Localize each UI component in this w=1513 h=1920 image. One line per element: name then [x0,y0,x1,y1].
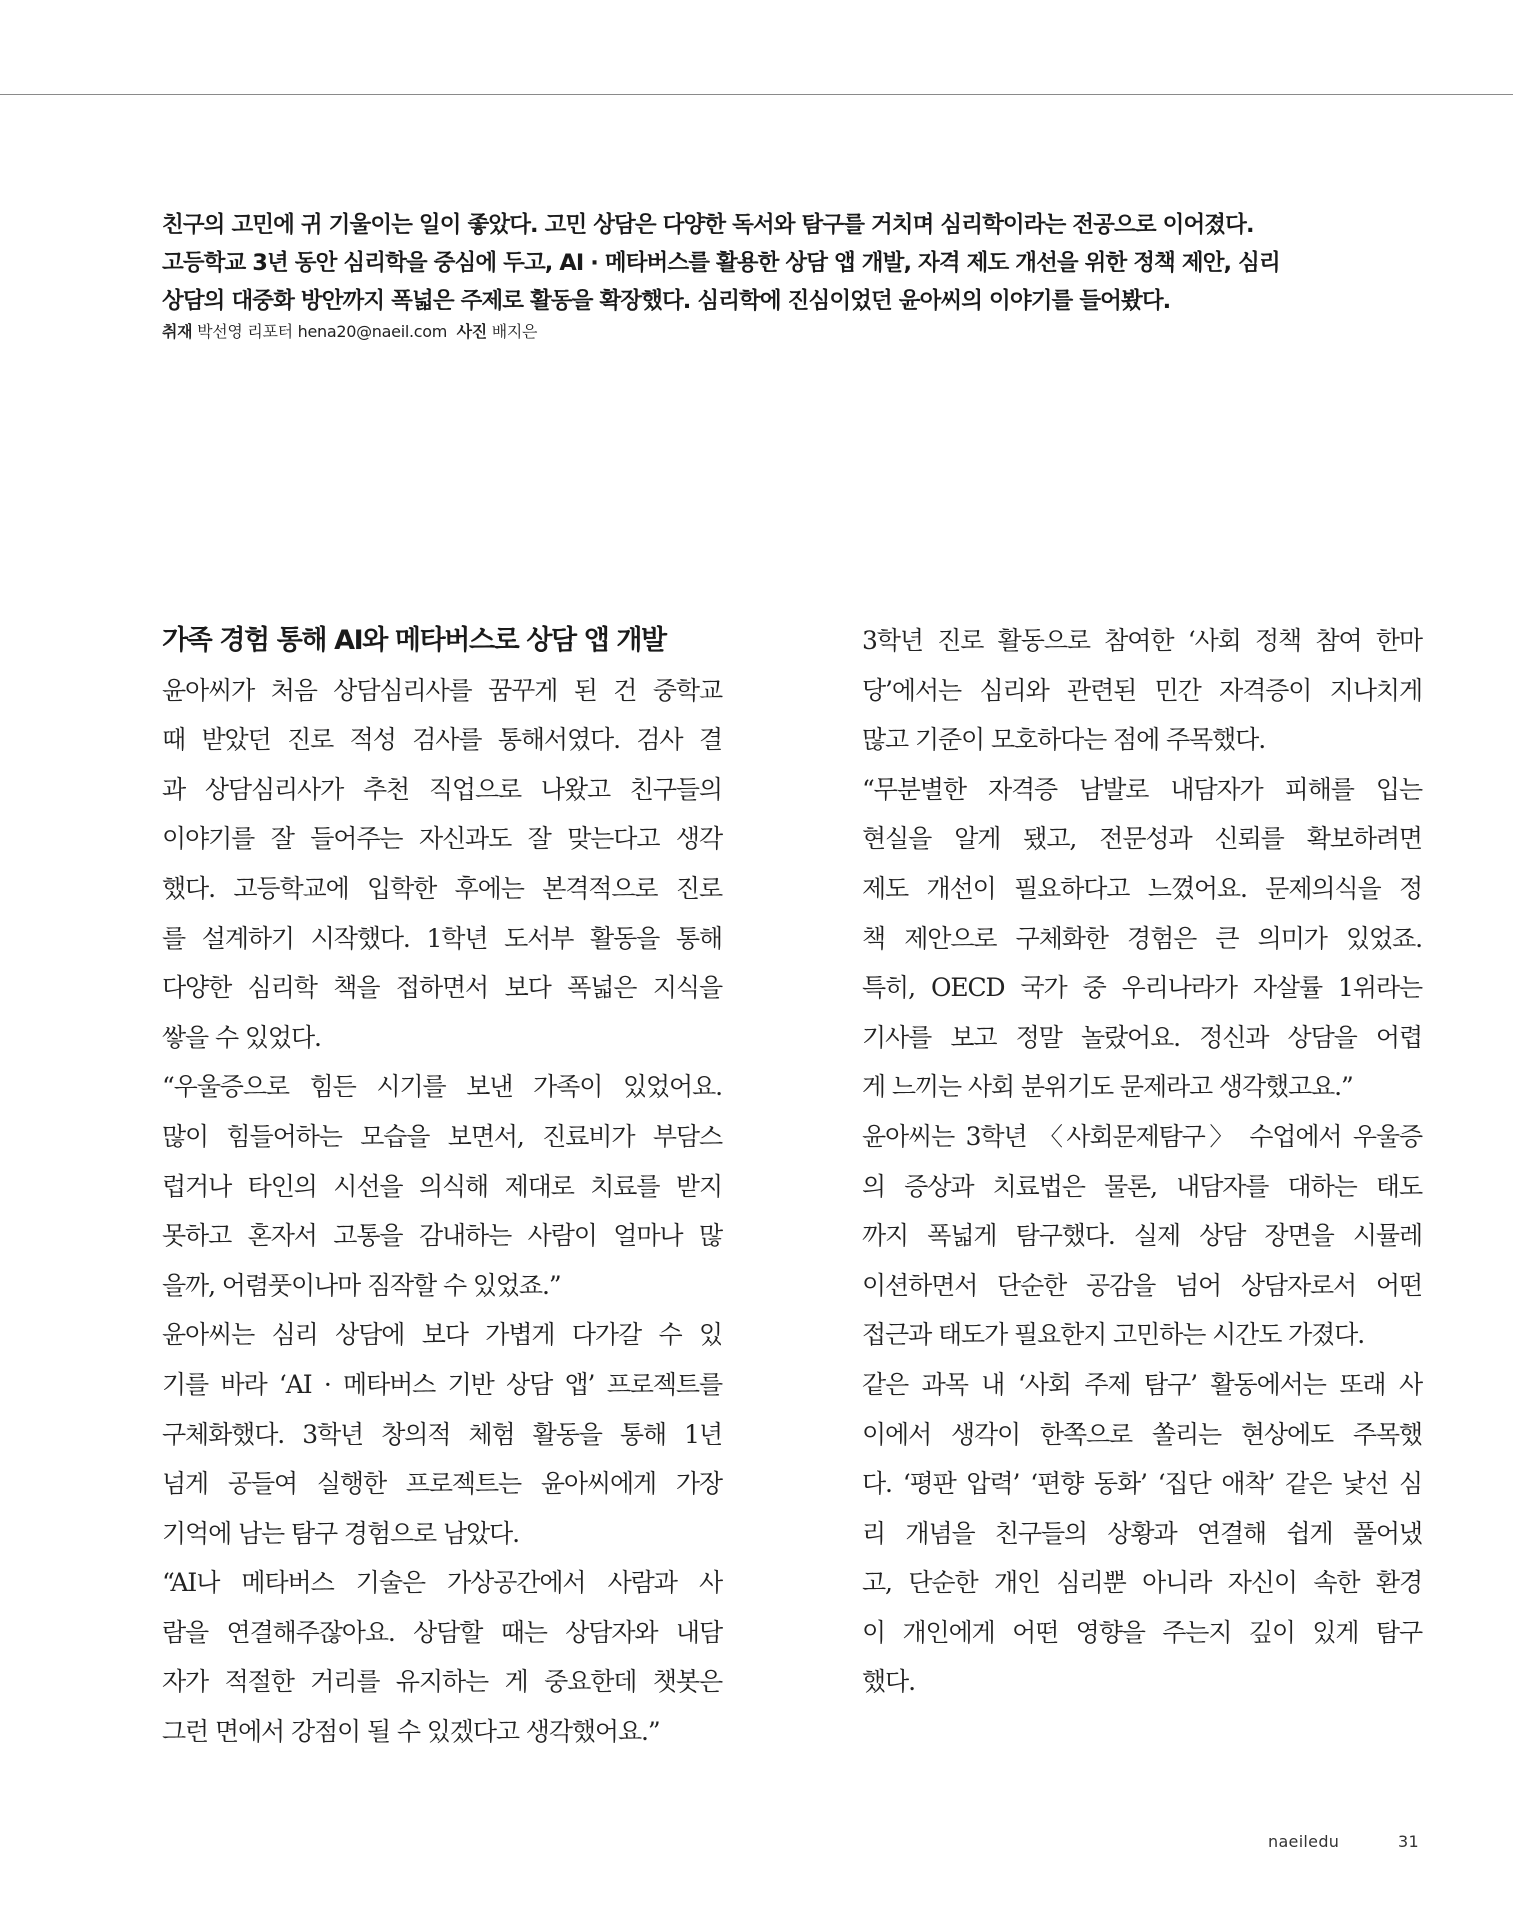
lead-paragraph [162,206,1362,320]
body-line: 리 개념을 친구들의 상황과 연결해 쉽게 풀어냈 [862,1518,1422,1548]
body-line: 윤아씨는 심리 상담에 보다 가볍게 다가갈 수 있 [162,1320,722,1350]
body-line: 했다. 고등학교에 입학한 후에는 본격적으로 진로 [162,873,722,903]
body-line: 까지 폭넓게 탐구했다. 실제 상담 장면을 시뮬레 [862,1221,1422,1251]
interview-label: 취재 [162,322,193,341]
top-divider [0,94,1513,95]
body-line: 이야기를 잘 들어주는 자신과도 잘 맞는다고 생각 [162,824,722,854]
body-line: 접근과 태도가 필요한지 고민하는 시간도 가졌다. [862,1320,1365,1350]
lead-line: 고등학교 3년 동안 심리학을 중심에 두고, AI · 메타버스를 활용한 상담 앱 개발, 자격 제도 개선을 위한 정책 제안, 심리 [162,250,1280,276]
body-line: 많고 기준이 모호하다는 점에 주목했다. [862,725,1266,755]
body-line: 못하고 혼자서 고통을 감내하는 사람이 얼마나 많 [162,1221,722,1251]
body-line: 현실을 알게 됐고, 전문성과 신뢰를 확보하려면 [862,824,1422,854]
left-column [162,616,722,1757]
body-line: 기를 바라 ‘AI · 메타버스 기반 상담 앱’ 프로젝트를 [162,1369,722,1399]
body-line: 기억에 남는 탐구 경험으로 남았다. [162,1518,519,1548]
footer-brand: naeiledu [1268,1832,1340,1851]
body-line: 고, 단순한 개인 심리뿐 아니라 자신이 속한 환경 [862,1568,1422,1598]
body-line: 같은 과목 내 ‘사회 주제 탐구’ 활동에서는 또래 사 [862,1369,1422,1399]
body-line: 책 제안으로 구체화한 경험은 큰 의미가 있었죠. [862,923,1422,953]
body-line: 이에서 생각이 한쪽으로 쏠리는 현상에도 주목했 [862,1419,1422,1449]
photo-value: 배지은 [491,322,538,341]
body-line: 게 느끼는 사회 분위기도 문제라고 생각했고요.” [862,1072,1353,1102]
body-line: 윤아씨가 처음 상담심리사를 꿈꾸게 된 건 중학교 [162,675,722,705]
lead-line: 상담의 대중화 방안까지 폭넓은 주제로 활동을 확장했다. 심리학에 진심이었던 윤아씨의 이야기를 들어봤다. [162,288,1171,314]
body-line: 넘게 공들여 실행한 프로젝트는 윤아씨에게 가장 [162,1469,722,1499]
body-line: 을까, 어렴풋이나마 짐작할 수 있었죠.” [162,1270,561,1300]
body-line: “우울증으로 힘든 시기를 보낸 가족이 있었어요. [162,1072,722,1102]
body-line: 자가 적절한 거리를 유지하는 게 중요한데 챗봇은 [162,1667,722,1697]
body-line: 제도 개선이 필요하다고 느꼈어요. 문제의식을 정 [862,873,1422,903]
body-line: 다. ‘평판 압력’ ‘편향 동화’ ‘집단 애착’ 같은 낯선 심 [862,1469,1422,1499]
body-line: 쌓을 수 있었다. [162,1022,321,1052]
body-line: 다양한 심리학 책을 접하면서 보다 폭넓은 지식을 [162,973,722,1003]
body-line: 이션하면서 단순한 공감을 넘어 상담자로서 어떤 [862,1270,1422,1300]
body-line: 기사를 보고 정말 놀랐어요. 정신과 상담을 어렵 [862,1022,1422,1052]
body-line: 당’에서는 심리와 관련된 민간 자격증이 지나치게 [862,675,1422,705]
body-line: 람을 연결해주잖아요. 상담할 때는 상담자와 내담 [162,1617,722,1647]
body-line: 했다. [862,1667,915,1697]
page-number: 31 [1398,1832,1419,1851]
body-line: 때 받았던 진로 적성 검사를 통해서였다. 검사 결 [162,725,722,755]
body-line: 럽거나 타인의 시선을 의식해 제대로 치료를 받지 [162,1171,722,1201]
body-line: 이 개인에게 어떤 영향을 주는지 깊이 있게 탐구 [862,1617,1422,1647]
article-credits [162,320,537,344]
body-line: 구체화했다. 3학년 창의적 체험 활동을 통해 1년 [162,1419,722,1449]
body-line: 그런 면에서 강점이 될 수 있겠다고 생각했어요.” [162,1717,660,1747]
body-line: 과 상담심리사가 추천 직업으로 나왔고 친구들의 [162,774,722,804]
body-line: 의 증상과 치료법은 물론, 내담자를 대하는 태도 [862,1171,1422,1201]
right-column [862,616,1422,1707]
body-line: 많이 힘들어하는 모습을 보면서, 진료비가 부담스 [162,1121,722,1151]
body-line: 윤아씨는 3학년 〈사회문제탐구〉 수업에서 우울증 [862,1121,1422,1151]
interview-value: 박선영 리포터 hena20@naeil.com [197,322,448,341]
body-line: 특히, OECD 국가 중 우리나라가 자살률 1위라는 [862,973,1422,1003]
body-line: 를 설계하기 시작했다. 1학년 도서부 활동을 통해 [162,923,722,953]
body-line: “무분별한 자격증 남발로 내담자가 피해를 입는 [862,774,1422,804]
section-heading: 가족 경험 통해 AI와 메타버스로 상담 앱 개발 [162,625,666,656]
photo-label: 사진 [456,322,487,341]
body-line: “AI나 메타버스 기술은 가상공간에서 사람과 사 [162,1568,722,1598]
body-line: 3학년 진로 활동으로 참여한 ‘사회 정책 참여 한마 [862,626,1422,655]
lead-line: 친구의 고민에 귀 기울이는 일이 좋았다. 고민 상담은 다양한 독서와 탐구를 거치며 심리학이라는 전공으로 이어졌다. [162,212,1254,238]
